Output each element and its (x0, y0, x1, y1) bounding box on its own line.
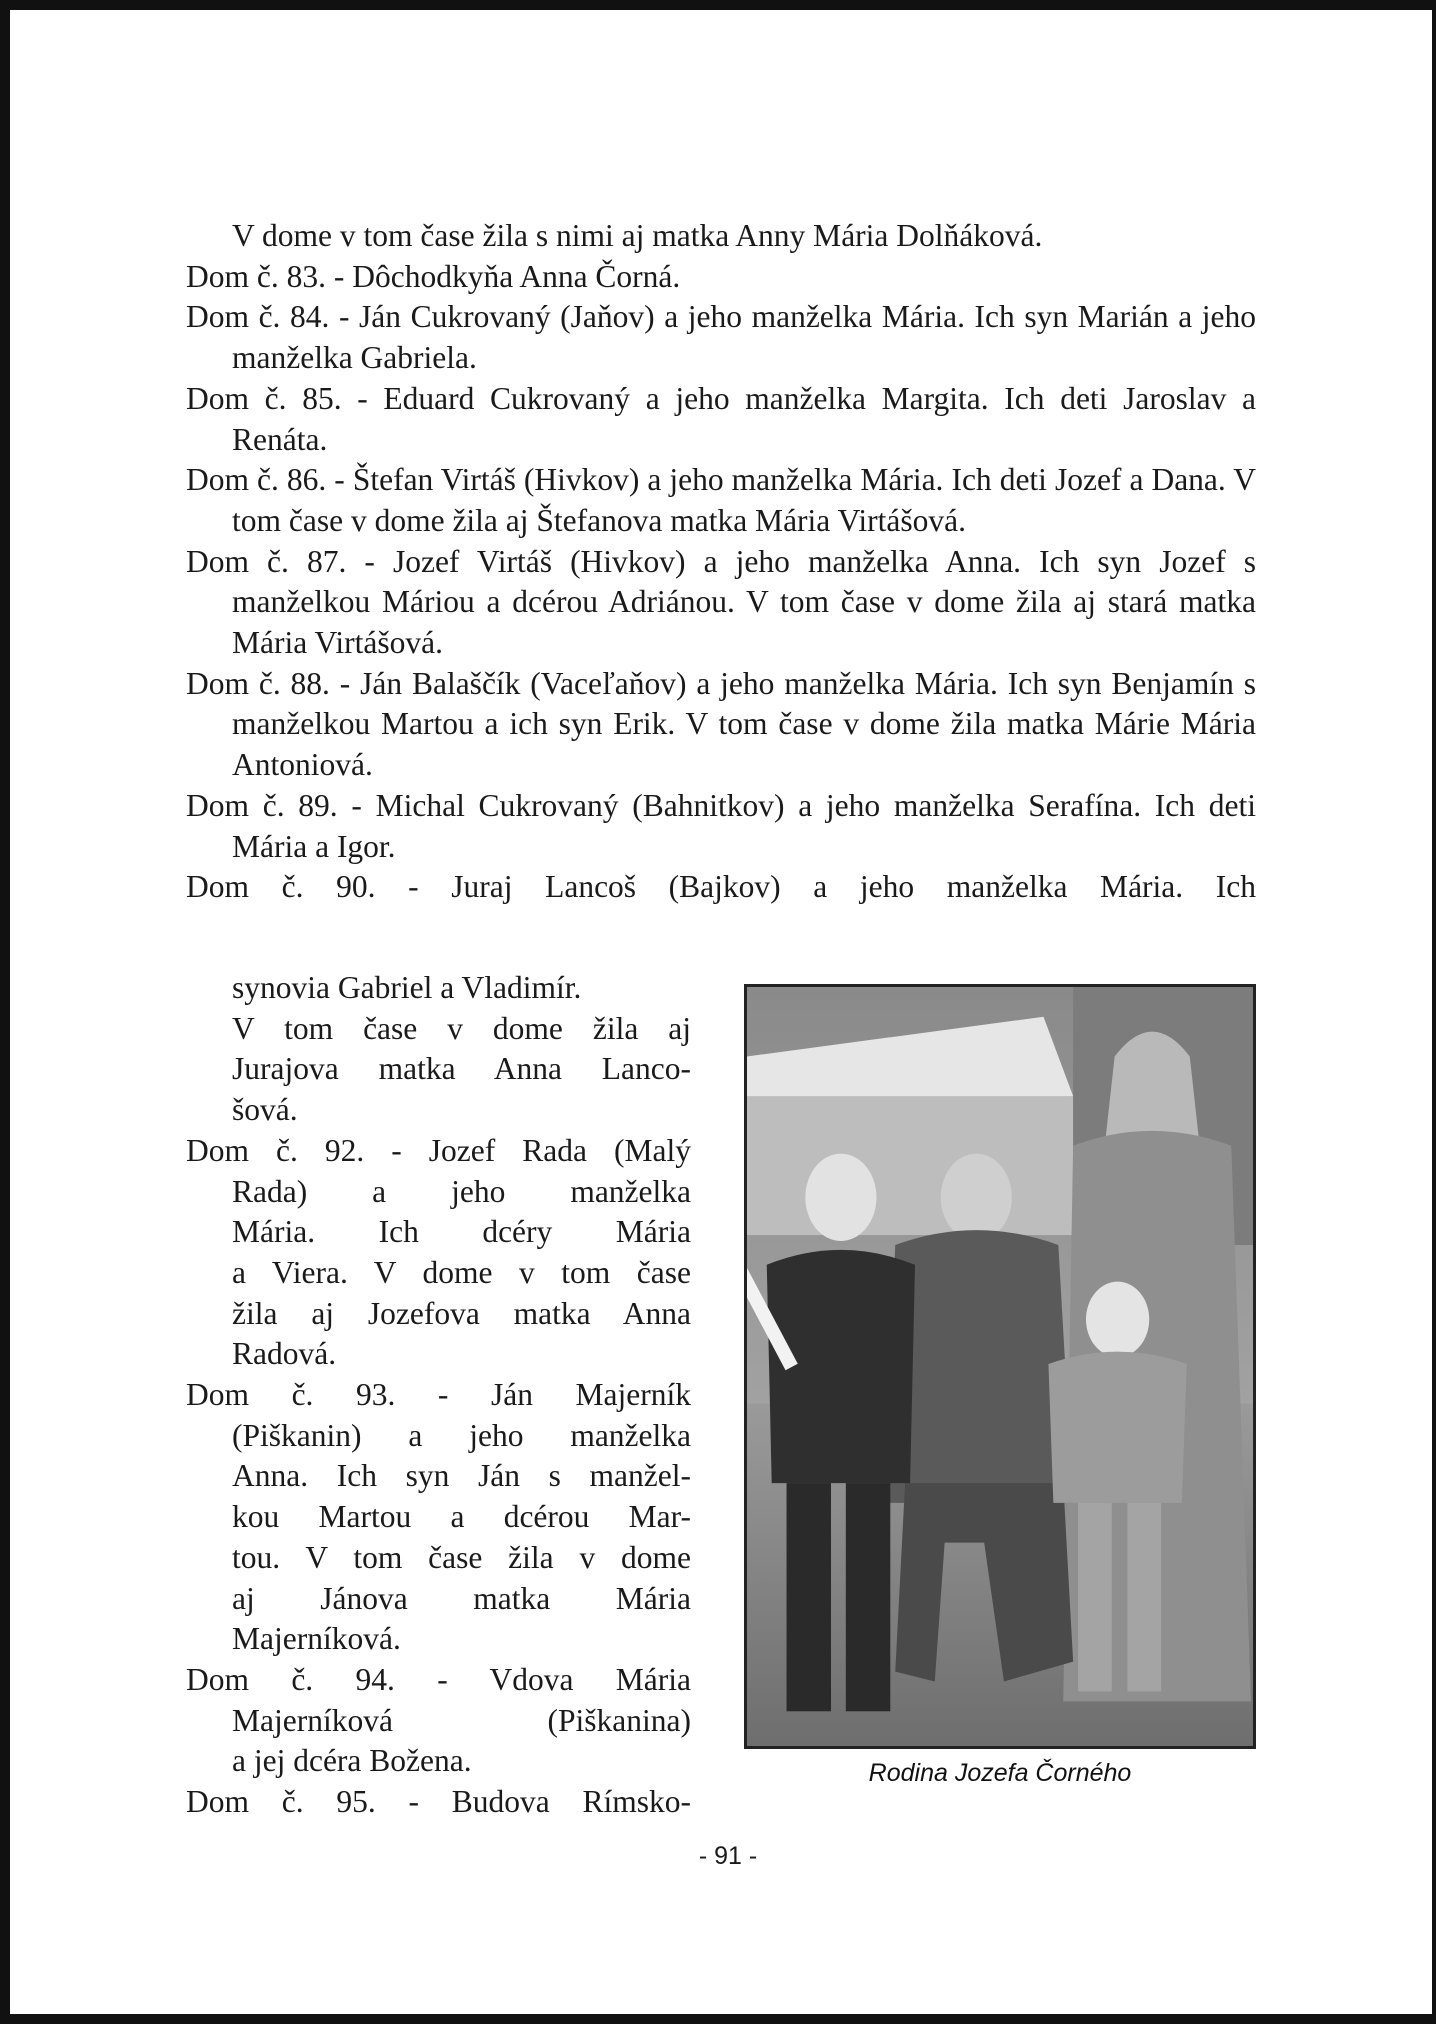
text-line: Rada) a jeho manželka (232, 1173, 691, 1209)
house-list-top (186, 216, 1256, 908)
house-entry-89: Dom č. 89. - Michal Cukrovaný (Bahnitkov) a jeho manželka Serafína. Ich deti Mária a Igor. (186, 787, 1256, 864)
text-line: synovia Gabriel a Vladimír. (232, 970, 582, 1005)
house-entry-93: Dom č. 93. - Ján Majerník (186, 1377, 691, 1413)
family-photo (744, 984, 1256, 1749)
text-line: žila aj Jozefova matka Anna (232, 1295, 691, 1331)
family-photo-image (747, 987, 1253, 1746)
house-entry-95: Dom č. 95. - Budova Rímsko- (186, 1784, 691, 1820)
text-line: Anna. Ich syn Ján s manžel- (232, 1458, 691, 1494)
text-line: a jej dcéra Božena. (232, 1743, 472, 1779)
house-entry-86: Dom č. 86. - Štefan Virtáš (Hivkov) a jeho manželka Mária. Ich deti Jozef a Dana. V tom čase v dome žila aj Štefanova matka Mária Virtášová. (186, 462, 1256, 538)
text-line: kou Martou a dcérou Mar- (232, 1499, 691, 1535)
house-entry-88: Dom č. 88. - Ján Balaščík (Vaceľaňov) a jeho manželka Mária. Ich syn Benjamín s manželkou Martou a ich syn Erik. V tom čase v dome žila matka Márie Mária Antoniová. (186, 665, 1256, 783)
text-line: tou. V tom čase žila v dome (232, 1539, 691, 1575)
text-line: Mária. Ich dcéry Mária (232, 1214, 691, 1250)
text-line: Majerníková (Piškanina) (232, 1702, 691, 1738)
house-entry-90: Dom č. 90. - Juraj Lancoš (Bajkov) a jeho manželka Mária. Ich (186, 869, 1256, 905)
house-list-column (186, 968, 691, 1823)
text-line: aj Jánova matka Mária (232, 1580, 691, 1616)
continuation-line: V dome v tom čase žila s nimi aj matka Anny Mária Dolňáková. (232, 218, 1043, 253)
text-line: (Piškanin) a jeho manželka (232, 1417, 691, 1453)
text-line: Majerníková. (232, 1621, 401, 1657)
text-line: šová. (232, 1092, 298, 1128)
text-line: a Viera. V dome v tom čase (232, 1254, 691, 1290)
text-line: V tom čase v dome žila aj (232, 1010, 691, 1046)
house-entry-85: Dom č. 85. - Eduard Cukrovaný a jeho manželka Margita. Ich deti Jaroslav a Renáta. (186, 380, 1256, 457)
photo-caption: Rodina Jozefa Čorného (868, 1759, 1132, 1787)
page-number: - 91 - (698, 1842, 758, 1870)
house-entry-84: Dom č. 84. - Ján Cukrovaný (Jaňov) a jeho manželka Mária. Ich syn Marián a jeho manželka Gabriela. (186, 299, 1256, 376)
house-entry-92: Dom č. 92. - Jozef Rada (Malý (186, 1132, 691, 1168)
house-entry-87: Dom č. 87. - Jozef Virtáš (Hivkov) a jeho manželka Anna. Ich syn Jozef s manželkou Máriou a dcérou Adriánou. V tom čase v dome žila aj stará matka Mária Virtášová. (186, 543, 1256, 661)
house-entry-94: Dom č. 94. - Vdova Mária (186, 1661, 691, 1697)
text-line: Radová. (232, 1336, 337, 1372)
text-line: Jurajova matka Anna Lanco- (232, 1051, 691, 1087)
house-entry-83: Dom č. 83. - Dôchodkyňa Anna Čorná. (186, 258, 681, 294)
